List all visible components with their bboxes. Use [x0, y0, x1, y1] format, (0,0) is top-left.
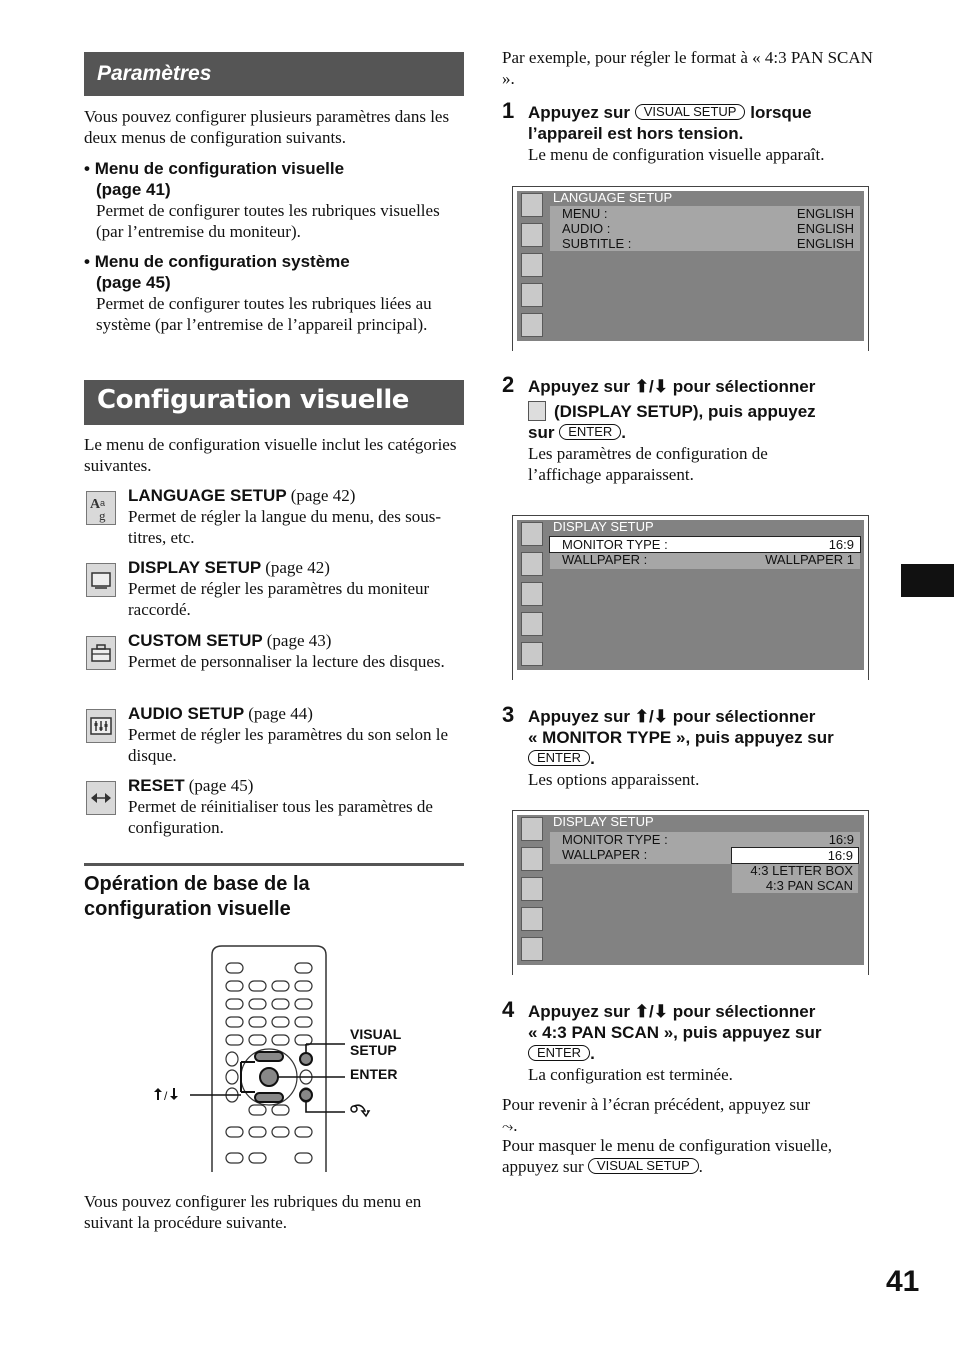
params-title: Paramètres	[97, 62, 212, 85]
language-icon	[521, 193, 543, 217]
category-audio	[84, 704, 469, 764]
bullet-head-line2: (page 41)	[96, 180, 171, 199]
osd-tab-column	[519, 522, 545, 672]
osd-row-value: WALLPAPER 1	[765, 552, 854, 567]
up-down-arrows-icon: ⬆/⬇	[634, 377, 668, 396]
step-result: Les paramètres de configuration de l’affichage apparaissent.	[528, 444, 768, 484]
step-text: Appuyez sur	[528, 1002, 631, 1021]
bullet-body: Permet de configurer toutes les rubriques visuelles (par l’entremise du moniteur).	[96, 201, 440, 241]
bullet-dot: •	[84, 252, 90, 271]
bullet-head-line1: Menu de configuration visuelle	[94, 159, 345, 178]
category-page: (page 44)	[248, 704, 313, 723]
step-1	[528, 102, 888, 165]
hide-instructions: Pour masquer le menu de configuration visuelle, appuyez sur VISUAL SETUP .	[502, 1135, 887, 1177]
return-text: Pour revenir à l’écran précédent, appuyez sur	[502, 1095, 811, 1114]
bullet-system-menu	[84, 251, 469, 335]
chapter-side-tab	[901, 564, 954, 597]
step-result: Le menu de configuration visuelle apparaît.	[528, 145, 825, 164]
category-desc: Permet de réinitialiser tous les paramètres de configuration.	[128, 797, 433, 837]
category-page: (page 43)	[266, 631, 332, 650]
category-name: CUSTOM SETUP	[128, 631, 263, 650]
params-header-bar	[84, 52, 464, 96]
osd-row	[550, 221, 860, 236]
category-desc: Permet de régler les paramètres du moniteur raccordé.	[128, 579, 430, 619]
visual-setup-label-line2: SETUP	[350, 1042, 397, 1058]
step-3-number: 3	[502, 702, 515, 727]
step-text: « MONITOR TYPE », puis appuyez sur	[528, 728, 834, 747]
osd-row-value: 16:9	[828, 832, 854, 847]
osd-row-label: MENU :	[562, 206, 608, 221]
audio-icon	[521, 612, 543, 636]
category-language	[84, 486, 469, 546]
category-reset	[84, 776, 469, 836]
osd-row-label: WALLPAPER :	[562, 552, 648, 567]
step-4: Appuyez sur ⬆/⬇ pour sélectionner « 4:3 PAN SCAN », puis appuyez sur ENTER . La configuration est terminée.	[528, 1001, 898, 1085]
step-text: Appuyez sur	[528, 707, 631, 726]
step-2: Appuyez sur ⬆/⬇ pour sélectionner (DISPLAY SETUP), puis appuyez sur ENTER . Les paramètres de configuration de l’affichage apparaissent.	[528, 376, 888, 485]
config-intro: Le menu de configuration visuelle inclut les catégories suivantes.	[84, 435, 457, 475]
osd-row-label: MONITOR TYPE :	[562, 832, 668, 847]
reset-icon	[521, 937, 543, 961]
language-icon	[521, 522, 543, 546]
audio-icon	[86, 709, 116, 743]
bullet-head-line2: (page 45)	[96, 273, 171, 292]
right-intro: Par exemple, pour régler le format à « 4:3 PAN SCAN ».	[502, 48, 873, 88]
basic-op-title-line1: Opération de base de la	[84, 873, 310, 895]
osd-row	[550, 832, 860, 847]
display-icon	[521, 223, 543, 247]
hide-text: appuyez sur	[502, 1157, 584, 1176]
basic-op-title-line2: configuration visuelle	[84, 898, 291, 920]
basic-op-title	[84, 872, 310, 922]
osd-title: DISPLAY SETUP	[553, 814, 654, 829]
osd-row-label: AUDIO :	[562, 221, 611, 236]
svg-text:a: a	[100, 498, 106, 508]
step-3: Appuyez sur ⬆/⬇ pour sélectionner « MONITOR TYPE », puis appuyez sur ENTER . Les options apparaissent.	[528, 706, 898, 790]
config-title: Configuration visuelle	[97, 385, 409, 415]
step-1-number: 1	[502, 98, 515, 123]
category-name: LANGUAGE SETUP	[128, 486, 287, 505]
category-name: AUDIO SETUP	[128, 704, 245, 723]
up-down-arrows-icon	[154, 1088, 178, 1103]
bullet-dot: •	[84, 159, 90, 178]
up-down-arrows-icon: ⬆/⬇	[634, 707, 668, 726]
category-desc: Permet de régler les paramètres du son selon le disque.	[128, 725, 449, 765]
osd-option-selected: 16:9	[732, 848, 858, 863]
osd-panel	[550, 206, 860, 251]
osd-row-selected	[550, 537, 860, 552]
step-text: pour sélectionner	[672, 707, 816, 726]
step-text: pour sélectionner	[672, 1002, 816, 1021]
config-header-bar	[84, 380, 464, 425]
step-result: La configuration est terminée.	[528, 1065, 733, 1084]
toolbox-icon	[521, 253, 543, 277]
category-custom	[84, 631, 469, 691]
category-desc: Permet de régler la langue du menu, des sous-titres, etc.	[128, 507, 441, 547]
return-instructions: Pour revenir à l’écran précédent, appuyez sur ⤳.	[502, 1094, 887, 1138]
language-icon	[521, 817, 543, 841]
audio-icon	[521, 907, 543, 931]
step-text: sur	[528, 423, 555, 442]
enter-key: ENTER	[528, 1045, 590, 1061]
section-rule	[84, 863, 464, 866]
step-text: l’appareil est hors tension.	[528, 124, 744, 143]
bullet-body: Permet de configurer toutes les rubriques liées au système (par l’entremise de l’appareil principal).	[96, 294, 432, 334]
page-number: 41	[886, 1265, 920, 1298]
osd-row-label: SUBTITLE :	[562, 236, 632, 251]
osd-screen-display-setup	[512, 515, 869, 680]
language-icon	[86, 491, 116, 525]
osd-screen-display-options	[512, 810, 869, 975]
display-icon	[521, 847, 543, 871]
osd-option: 4:3 PAN SCAN	[765, 878, 853, 893]
osd-tab-column	[519, 193, 545, 343]
osd-row-value: ENGLISH	[796, 236, 854, 251]
remote-illustration	[140, 940, 440, 1175]
svg-text:g: g	[99, 508, 106, 523]
category-desc: Permet de personnaliser la lecture des disques.	[128, 652, 445, 671]
osd-row	[550, 236, 860, 251]
audio-icon	[521, 283, 543, 307]
osd-panel	[550, 537, 860, 569]
osd-row-value: ENGLISH	[796, 221, 854, 236]
toolbox-icon	[521, 582, 543, 606]
category-page: (page 45)	[188, 776, 254, 795]
osd-row-value: ENGLISH	[796, 206, 854, 221]
osd-option: 4:3 LETTER BOX	[750, 863, 853, 878]
display-icon	[521, 552, 543, 576]
category-page: (page 42)	[265, 558, 330, 577]
return-icon: ⤳	[502, 1119, 514, 1135]
category-name: RESET	[128, 776, 185, 795]
step-text: Appuyez sur	[528, 103, 631, 122]
step-text: pour sélectionner	[672, 377, 816, 396]
enter-key: ENTER	[559, 424, 621, 440]
params-intro: Vous pouvez configurer plusieurs paramètres dans les deux menus de configuration suivants.	[84, 107, 450, 147]
category-page: (page 42)	[290, 486, 356, 505]
svg-text:/: /	[164, 1089, 168, 1103]
osd-row-value: 16:9	[828, 537, 854, 552]
toolbox-icon	[521, 877, 543, 901]
step-2-number: 2	[502, 372, 515, 397]
osd-title: LANGUAGE SETUP	[553, 190, 673, 205]
osd-row-label: MONITOR TYPE :	[562, 537, 668, 552]
step-text: lorsque	[750, 103, 812, 122]
return-icon	[351, 1105, 369, 1116]
osd-screen-language-setup	[512, 186, 869, 351]
step-text: (DISPLAY SETUP), puis appuyez	[554, 402, 816, 421]
osd-options-list	[732, 848, 858, 893]
display-icon	[86, 563, 116, 597]
enter-key: ENTER	[528, 750, 590, 766]
osd-row	[550, 206, 860, 221]
reset-icon	[521, 642, 543, 666]
outro-text: Vous pouvez configurer les rubriques du menu en suivant la procédure suivante.	[84, 1192, 422, 1232]
osd-row-label: WALLPAPER :	[562, 847, 648, 862]
display-setup-icon	[528, 401, 546, 421]
osd-title: DISPLAY SETUP	[553, 519, 654, 534]
step-result: Les options apparaissent.	[528, 770, 700, 789]
step-text: Appuyez sur	[528, 377, 631, 396]
visual-setup-key: VISUAL SETUP	[635, 104, 746, 120]
bullet-head-line1: Menu de configuration système	[94, 252, 350, 271]
visual-setup-key: VISUAL SETUP	[588, 1158, 699, 1174]
enter-label: ENTER	[350, 1066, 398, 1082]
svg-text:A: A	[90, 497, 101, 512]
step-4-number: 4	[502, 997, 515, 1022]
bullet-visual-menu	[84, 158, 469, 242]
category-display	[84, 558, 469, 618]
step-text: « 4:3 PAN SCAN », puis appuyez sur	[528, 1023, 822, 1042]
reset-icon	[86, 781, 116, 815]
category-name: DISPLAY SETUP	[128, 558, 262, 577]
up-down-arrows-icon: ⬆/⬇	[634, 1002, 668, 1021]
osd-tab-column	[519, 817, 545, 967]
visual-setup-label-line1: VISUAL	[350, 1026, 402, 1042]
osd-row	[550, 552, 860, 567]
toolbox-icon	[86, 636, 116, 670]
hide-text: Pour masquer le menu de configuration visuelle,	[502, 1136, 832, 1155]
reset-icon	[521, 313, 543, 337]
